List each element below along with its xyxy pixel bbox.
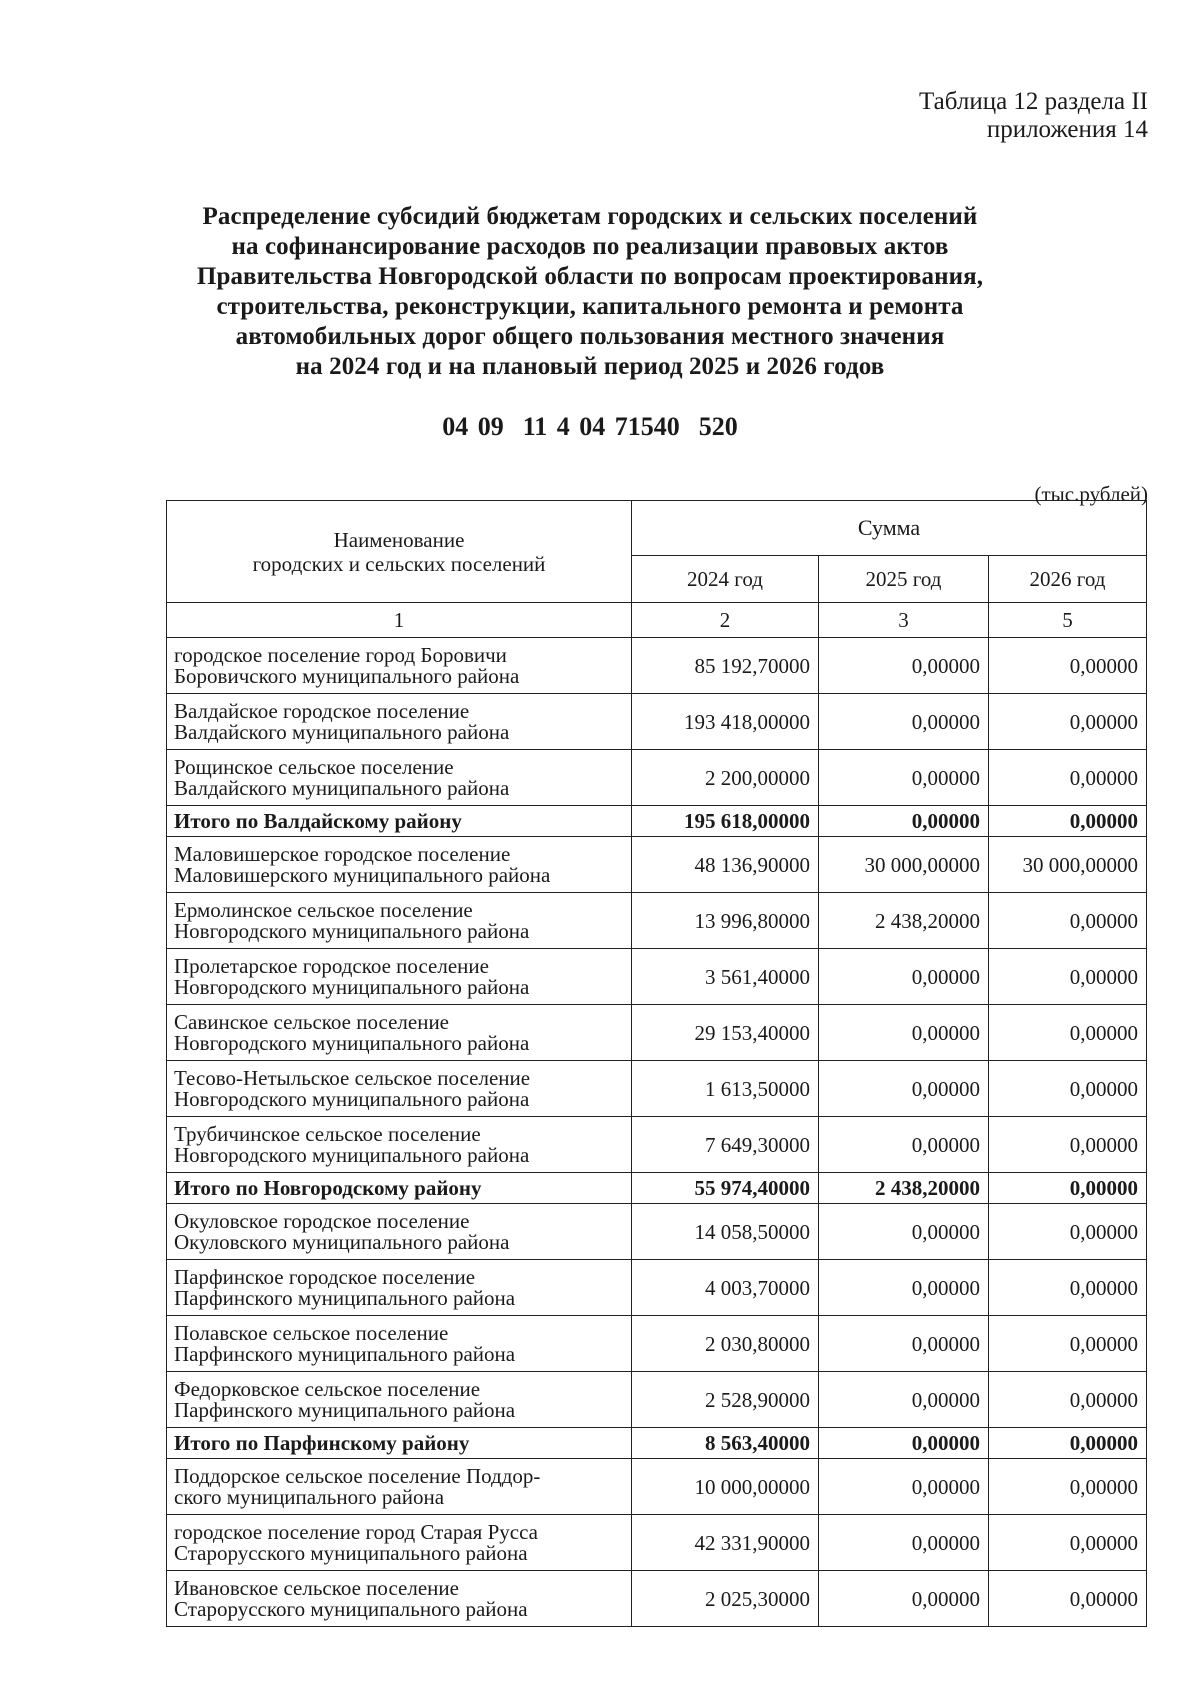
column-header-2025: 2025 год: [819, 556, 989, 603]
column-index: 2: [632, 603, 819, 638]
table-row: [167, 1571, 1147, 1627]
settlement-name: [167, 1428, 632, 1459]
table-row: [167, 837, 1147, 893]
column-index: 3: [819, 603, 989, 638]
amount-2026: 0,00000: [989, 1459, 1147, 1515]
column-index: 5: [989, 603, 1147, 638]
column-header-name-line2: городских и сельских поселений: [252, 551, 546, 576]
title-line: Правительства Новгородской области по вопросам проектирования,: [196, 263, 984, 290]
settlement-name-line2: Валдайского муниципального района: [174, 776, 510, 800]
amount-2025: 0,00000: [819, 750, 989, 806]
settlement-name: [167, 1204, 632, 1260]
settlement-name-line2: Парфинского муниципального района: [174, 1398, 516, 1422]
column-header-sum: Сумма: [632, 501, 1147, 556]
settlement-name-line2: Парфинского муниципального района: [174, 1342, 516, 1366]
settlement-name: [167, 1173, 632, 1204]
amount-2025: 0,00000: [819, 949, 989, 1005]
title-line: на софинансирование расходов по реализации правовых актов: [231, 233, 949, 260]
table-row: [167, 694, 1147, 750]
amount-2026: 0,00000: [989, 1372, 1147, 1428]
column-header-2024: 2024 год: [632, 556, 819, 603]
amount-2026: 0,00000: [989, 806, 1147, 837]
amount-2025: 2 438,20000: [819, 893, 989, 949]
settlement-name: [167, 1515, 632, 1571]
table-reference: [919, 88, 1148, 144]
settlement-name: [167, 1316, 632, 1372]
amount-2025: 0,00000: [819, 1515, 989, 1571]
settlement-name-line2: Новгородского муниципального района: [174, 1031, 530, 1055]
amount-2024: 2 030,80000: [632, 1316, 819, 1372]
amount-2024: 7 649,30000: [632, 1117, 819, 1173]
amount-2025: 0,00000: [819, 638, 989, 694]
amount-2025: 0,00000: [819, 1061, 989, 1117]
amount-2024: 55 974,40000: [632, 1173, 819, 1204]
amount-2024: 13 996,80000: [632, 893, 819, 949]
amount-2024: 8 563,40000: [632, 1428, 819, 1459]
settlement-name-line1: Тесово-Нетыльское сельское поселение: [174, 1066, 531, 1090]
settlement-name-line2: Окуловского муниципального района: [174, 1230, 510, 1254]
amount-2025: 0,00000: [819, 1571, 989, 1627]
amount-2024: 3 561,40000: [632, 949, 819, 1005]
table-row: [167, 893, 1147, 949]
settlement-name-line2: Новгородского муниципального района: [174, 1087, 530, 1111]
amount-2026: 0,00000: [989, 1316, 1147, 1372]
title-line: строительства, реконструкции, капитального ремонта и ремонта: [216, 293, 964, 320]
settlement-name-line1: Савинское сельское поселение: [174, 1010, 449, 1034]
amount-2026: 0,00000: [989, 1117, 1147, 1173]
amount-2024: 14 058,50000: [632, 1204, 819, 1260]
amount-2025: 30 000,00000: [819, 837, 989, 893]
amount-2026: 0,00000: [989, 1061, 1147, 1117]
settlement-name-line2: Новгородского муниципального района: [174, 1143, 530, 1167]
amount-2024: 2 528,90000: [632, 1372, 819, 1428]
settlement-name-line1: Ивановское сельское поселение: [174, 1576, 459, 1600]
table-row: [167, 1260, 1147, 1316]
settlement-name: [167, 638, 632, 694]
title-line: на 2024 год и на плановый период 2025 и 2026 годов: [295, 353, 885, 380]
table-row: [167, 1515, 1147, 1571]
amount-2025: 0,00000: [819, 694, 989, 750]
settlement-name-line1: Ермолинское сельское поселение: [174, 898, 473, 922]
settlement-name-line2: Валдайского муниципального района: [174, 720, 510, 744]
amount-2026: 0,00000: [989, 750, 1147, 806]
settlement-name: [167, 837, 632, 893]
amount-2025: 0,00000: [819, 1428, 989, 1459]
amount-2026: 0,00000: [989, 949, 1147, 1005]
settlement-name: [167, 1372, 632, 1428]
table-reference-line1: Таблица 12 раздела II: [919, 88, 1148, 115]
settlement-name-line2: Новгородского муниципального района: [174, 919, 530, 943]
settlement-name-line1: городское поселение город Боровичи: [174, 643, 507, 667]
amount-2025: 0,00000: [819, 1260, 989, 1316]
settlement-name-line1: Итого по Валдайскому району: [174, 808, 462, 833]
table-row: [167, 1459, 1147, 1515]
table-total-row: [167, 1428, 1147, 1459]
table-row: [167, 1061, 1147, 1117]
settlement-name: [167, 1260, 632, 1316]
amount-2026: 0,00000: [989, 1173, 1147, 1204]
settlement-name-line2: Старорусского муниципального района: [174, 1597, 528, 1621]
amount-2024: 10 000,00000: [632, 1459, 819, 1515]
table-row: [167, 1316, 1147, 1372]
settlement-name-line1: Трубичинское сельское поселение: [174, 1122, 481, 1146]
amount-2025: 0,00000: [819, 1117, 989, 1173]
settlement-name: [167, 750, 632, 806]
settlement-name: [167, 1117, 632, 1173]
table-row: [167, 949, 1147, 1005]
table-total-row: [167, 806, 1147, 837]
title-line: автомобильных дорог общего пользования местного значения: [235, 323, 945, 350]
amount-2024: 48 136,90000: [632, 837, 819, 893]
table-reference-line2: приложения 14: [986, 116, 1148, 143]
amount-2026: 0,00000: [989, 1005, 1147, 1061]
settlement-name-line1: Итого по Новгородскому району: [174, 1175, 482, 1200]
amount-2025: 0,00000: [819, 1372, 989, 1428]
amount-2024: 4 003,70000: [632, 1260, 819, 1316]
settlement-name-line2: Парфинского муниципального района: [174, 1286, 516, 1310]
amount-2026: 0,00000: [989, 638, 1147, 694]
settlement-name-line1: городское поселение город Старая Русса: [174, 1520, 538, 1544]
amount-2025: 0,00000: [819, 1459, 989, 1515]
table-row: [167, 1005, 1147, 1061]
settlement-name-line1: Рощинское сельское поселение: [174, 755, 454, 779]
settlement-name: [167, 1061, 632, 1117]
amount-2026: 0,00000: [989, 1204, 1147, 1260]
amount-2024: 29 153,40000: [632, 1005, 819, 1061]
column-index-row: [167, 603, 1147, 638]
amount-2026: 0,00000: [989, 893, 1147, 949]
amount-2026: 0,00000: [989, 1428, 1147, 1459]
settlement-name: [167, 806, 632, 837]
settlement-name-line2: Новгородского муниципального района: [174, 975, 530, 999]
amount-2024: 195 618,00000: [632, 806, 819, 837]
settlement-name: [167, 1005, 632, 1061]
amount-2024: 2 200,00000: [632, 750, 819, 806]
settlement-name-line2: Маловишерского муниципального района: [174, 863, 551, 887]
settlement-name-line2: Старорусского муниципального района: [174, 1541, 528, 1565]
amount-2025: 0,00000: [819, 1316, 989, 1372]
settlement-name-line1: Полавское сельское поселение: [174, 1321, 449, 1345]
settlement-name-line1: Поддорское сельское поселение Поддор-: [174, 1464, 541, 1488]
column-index: 1: [167, 603, 632, 638]
amount-2026: 0,00000: [989, 1515, 1147, 1571]
table-row: [167, 638, 1147, 694]
title-line: Распределение субсидий бюджетам городских и сельских поселений: [202, 203, 978, 230]
settlement-name: [167, 1459, 632, 1515]
column-header-2026: 2026 год: [989, 556, 1147, 603]
amount-2026: 0,00000: [989, 694, 1147, 750]
amount-2024: 2 025,30000: [632, 1571, 819, 1627]
amount-2024: 42 331,90000: [632, 1515, 819, 1571]
column-header-name-line1: Наименование: [333, 527, 465, 552]
settlement-name-line1: Федорковское сельское поселение: [174, 1377, 481, 1401]
budget-classification-code: 04 09 11 4 04 71540 520: [442, 412, 738, 441]
settlement-name: [167, 1571, 632, 1627]
amount-2025: 0,00000: [819, 1005, 989, 1061]
amount-2026: 30 000,00000: [989, 837, 1147, 893]
table-total-row: [167, 1173, 1147, 1204]
settlement-name: [167, 893, 632, 949]
settlement-name-line1: Пролетарское городское поселение: [174, 954, 489, 978]
subsidy-table: [166, 500, 1147, 1627]
settlement-name-line2: Боровичского муниципального района: [174, 664, 520, 688]
amount-2025: 0,00000: [819, 806, 989, 837]
amount-2025: 0,00000: [819, 1204, 989, 1260]
document-title: [150, 202, 1030, 382]
table-row: [167, 1117, 1147, 1173]
settlement-name-line2: ского муниципального района: [174, 1485, 445, 1509]
table-row: [167, 1372, 1147, 1428]
settlement-name-line1: Валдайское городское поселение: [174, 699, 470, 723]
units-label: (тыс.рублей): [1034, 482, 1148, 506]
settlement-name-line1: Маловишерское городское поселение: [174, 842, 511, 866]
settlement-name: [167, 949, 632, 1005]
column-header-name: [167, 501, 632, 603]
settlement-name-line1: Итого по Парфинскому району: [174, 1430, 470, 1455]
amount-2024: 193 418,00000: [632, 694, 819, 750]
amount-2026: 0,00000: [989, 1571, 1147, 1627]
amount-2024: 1 613,50000: [632, 1061, 819, 1117]
settlement-name-line1: Окуловское городское поселение: [174, 1209, 470, 1233]
amount-2024: 85 192,70000: [632, 638, 819, 694]
table-row: [167, 1204, 1147, 1260]
amount-2025: 2 438,20000: [819, 1173, 989, 1204]
amount-2026: 0,00000: [989, 1260, 1147, 1316]
settlement-name-line1: Парфинское городское поселение: [174, 1265, 476, 1289]
table-row: [167, 750, 1147, 806]
settlement-name: [167, 694, 632, 750]
